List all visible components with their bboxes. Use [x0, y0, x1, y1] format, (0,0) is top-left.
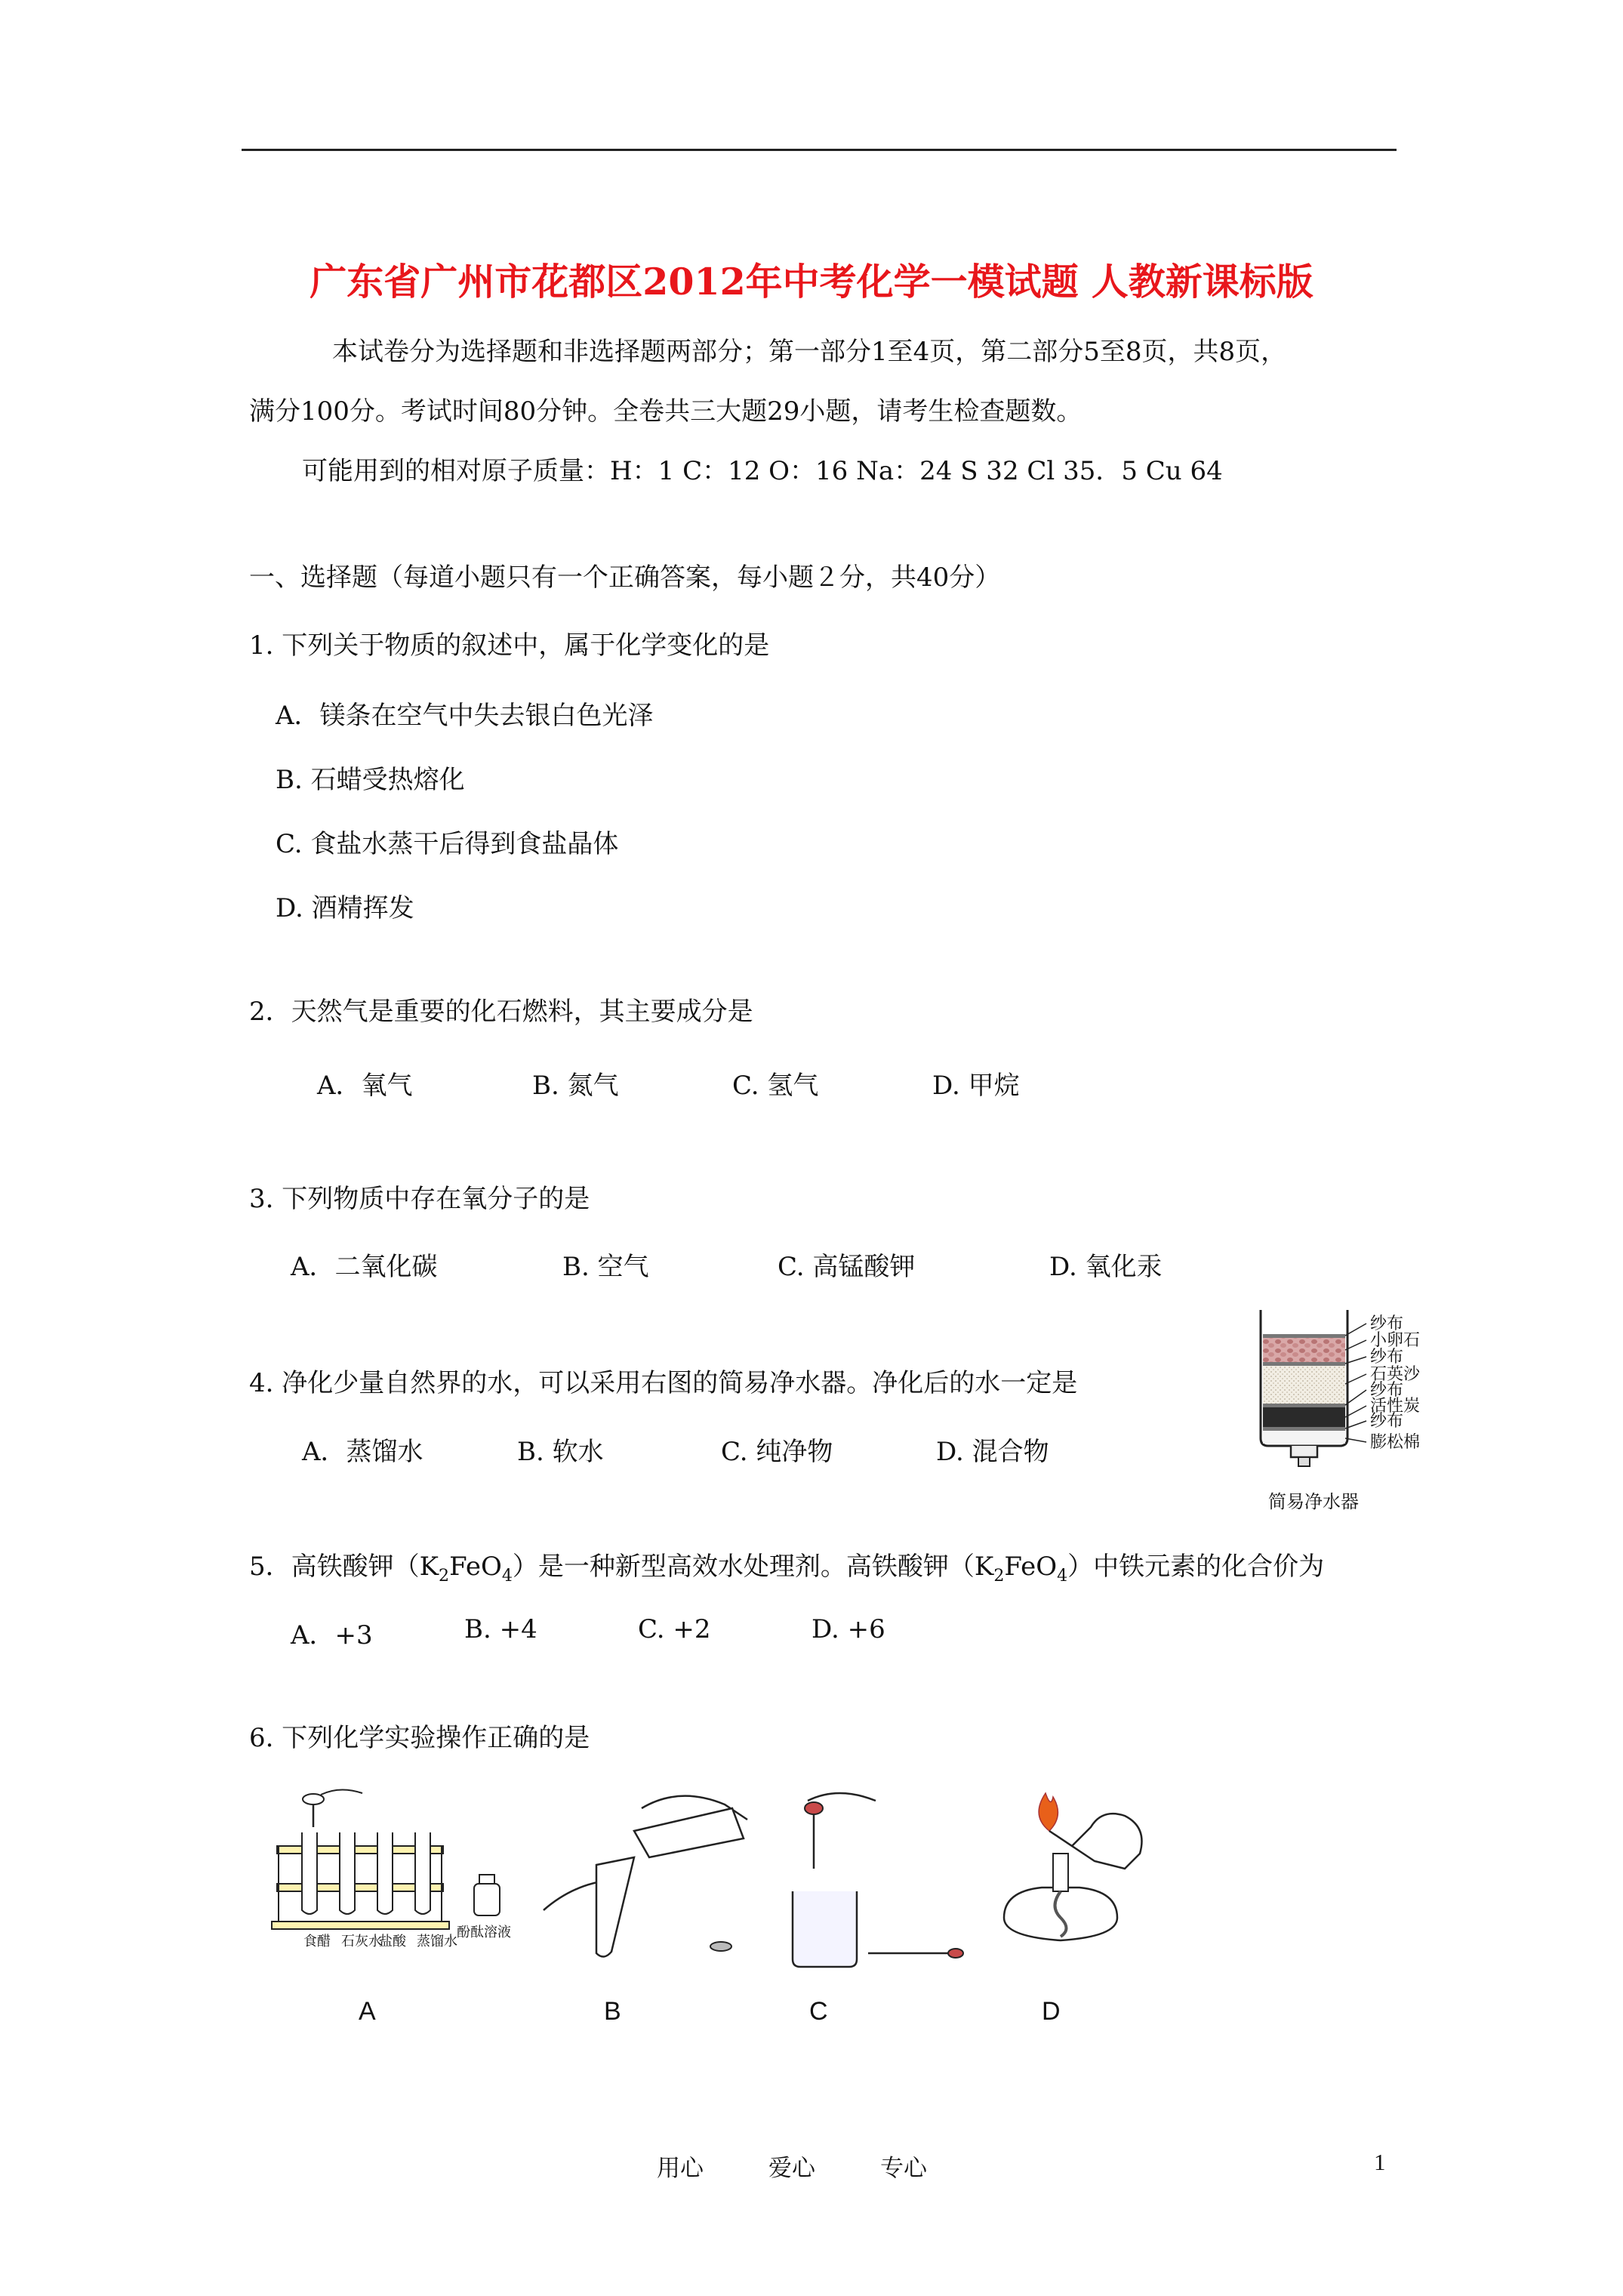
q5-option-d: D. +6 [812, 1614, 885, 1644]
figure-label-d: D [1042, 1997, 1061, 2026]
question-3-stem: 3. 下列物质中存在氧分子的是 [249, 1184, 590, 1214]
label-activated-carbon: 活性炭 [1370, 1397, 1421, 1416]
label-gauze-4: 纱布 [1370, 1412, 1404, 1431]
experiment-figure-b [528, 1786, 762, 1974]
section-heading: 一、选择题（每道小题只有一个正确答案，每小题２分，共40分） [249, 562, 1001, 593]
tube-label-hydrochloric-acid: 盐酸 [379, 1934, 406, 1949]
question-6-stem: 6. 下列化学实验操作正确的是 [249, 1723, 590, 1753]
bottle-label-phenolphthalein: 酚酞溶液 [457, 1925, 511, 1940]
q3-option-d: D. 氧化汞 [1049, 1252, 1163, 1282]
experiment-figure-c [778, 1786, 974, 1974]
q5-option-c: C. +2 [638, 1614, 711, 1644]
q4-option-c: C. 纯净物 [721, 1437, 833, 1467]
q4-option-d: D. 混合物 [936, 1437, 1049, 1467]
question-1-stem: 1. 下列关于物质的叙述中，属于化学变化的是 [249, 630, 770, 661]
gauze-layer-1 [1263, 1334, 1345, 1338]
label-gauze-1: 纱布 [1370, 1314, 1404, 1333]
pebble-layer [1263, 1338, 1345, 1362]
label-pebbles: 小卵石 [1370, 1331, 1421, 1350]
gauze-layer-4 [1263, 1427, 1345, 1431]
experiment-figure-a [268, 1786, 525, 1974]
q3-option-b: B. 空气 [562, 1252, 649, 1282]
q2-option-c: C. 氢气 [732, 1071, 819, 1101]
footer-item-3: 专心 [880, 2155, 927, 2182]
q1-option-a: A．镁条在空气中失去银白色光泽 [276, 701, 654, 731]
quartz-sand-layer [1263, 1366, 1345, 1404]
figure-label-a: A [359, 1997, 376, 2026]
activated-carbon-layer [1263, 1407, 1345, 1427]
question-4-stem: 4. 净化少量自然界的水，可以采用右图的简易净水器。净化后的水一定是 [249, 1368, 1078, 1398]
tube-label-vinegar: 食醋 [303, 1934, 331, 1949]
q5-option-b: B. +4 [464, 1614, 537, 1644]
water-purifier-figure [1238, 1302, 1487, 1521]
gauze-layer-2 [1263, 1362, 1345, 1366]
q2-option-d: D. 甲烷 [932, 1071, 1020, 1101]
footer-item-1: 用心 [657, 2155, 704, 2182]
tube-label-limewater: 石灰水 [341, 1934, 382, 1949]
figure-label-b: B [604, 1997, 621, 2026]
q2-option-b: B. 氮气 [532, 1071, 619, 1101]
page-title: 广东省广州市花都区2012年中考化学一模试题 人教新课标版 [310, 260, 1313, 304]
intro-line-2: 满分100分。考试时间80分钟。全卷共三大题29小题，请考生检查题数。 [249, 396, 1083, 427]
q3-option-c: C. 高锰酸钾 [778, 1252, 916, 1282]
label-gauze-3: 纱布 [1370, 1381, 1404, 1400]
tube-label-distilled-water: 蒸馏水 [417, 1934, 457, 1949]
question-5-stem: 5．高铁酸钾$(K_2FeO_4)$是一种新型高效水处理剂。高铁酸钾$(K_2FeO_4)$中铁元素的化合价为 [249, 1552, 1325, 1586]
q3-option-a: A．二氧化碳 [291, 1252, 438, 1282]
q4-option-a: A．蒸馏水 [302, 1437, 423, 1467]
intro-line-1: 本试卷分为选择题和非选择题两部分；第一部分1至4页，第二部分5至8页，共8页， [332, 337, 1287, 367]
q4-option-b: B. 软水 [517, 1437, 604, 1467]
q1-option-b: B. 石蜡受热熔化 [276, 765, 465, 795]
q5-option-a: A．+3 [291, 1620, 373, 1650]
footer-item-2: 爱心 [768, 2155, 815, 2182]
header-rule [242, 149, 1397, 151]
label-cotton: 膨松棉 [1370, 1433, 1421, 1452]
q1-option-c: C. 食盐水蒸干后得到食盐晶体 [276, 829, 619, 859]
figure-label-c: C [809, 1997, 828, 2026]
atomic-masses: 可能用到的相对原子质量：H：1 C：12 O：16 Na：24 S 32 Cl 35．5 Cu 64 [302, 456, 1223, 486]
q2-option-a: A．氧气 [317, 1071, 413, 1101]
q1-option-d: D. 酒精挥发 [276, 893, 414, 923]
cotton-layer [1263, 1431, 1345, 1444]
page-number: 1 [1374, 2149, 1386, 2175]
gauze-layer-3 [1263, 1404, 1345, 1407]
label-gauze-2: 纱布 [1370, 1348, 1404, 1367]
figure-caption: 简易净水器 [1268, 1491, 1359, 1512]
question-2-stem: 2．天然气是重要的化石燃料，其主要成分是 [249, 997, 753, 1027]
experiment-figure-d [989, 1786, 1163, 1974]
label-quartz-sand: 石英沙 [1370, 1365, 1421, 1384]
